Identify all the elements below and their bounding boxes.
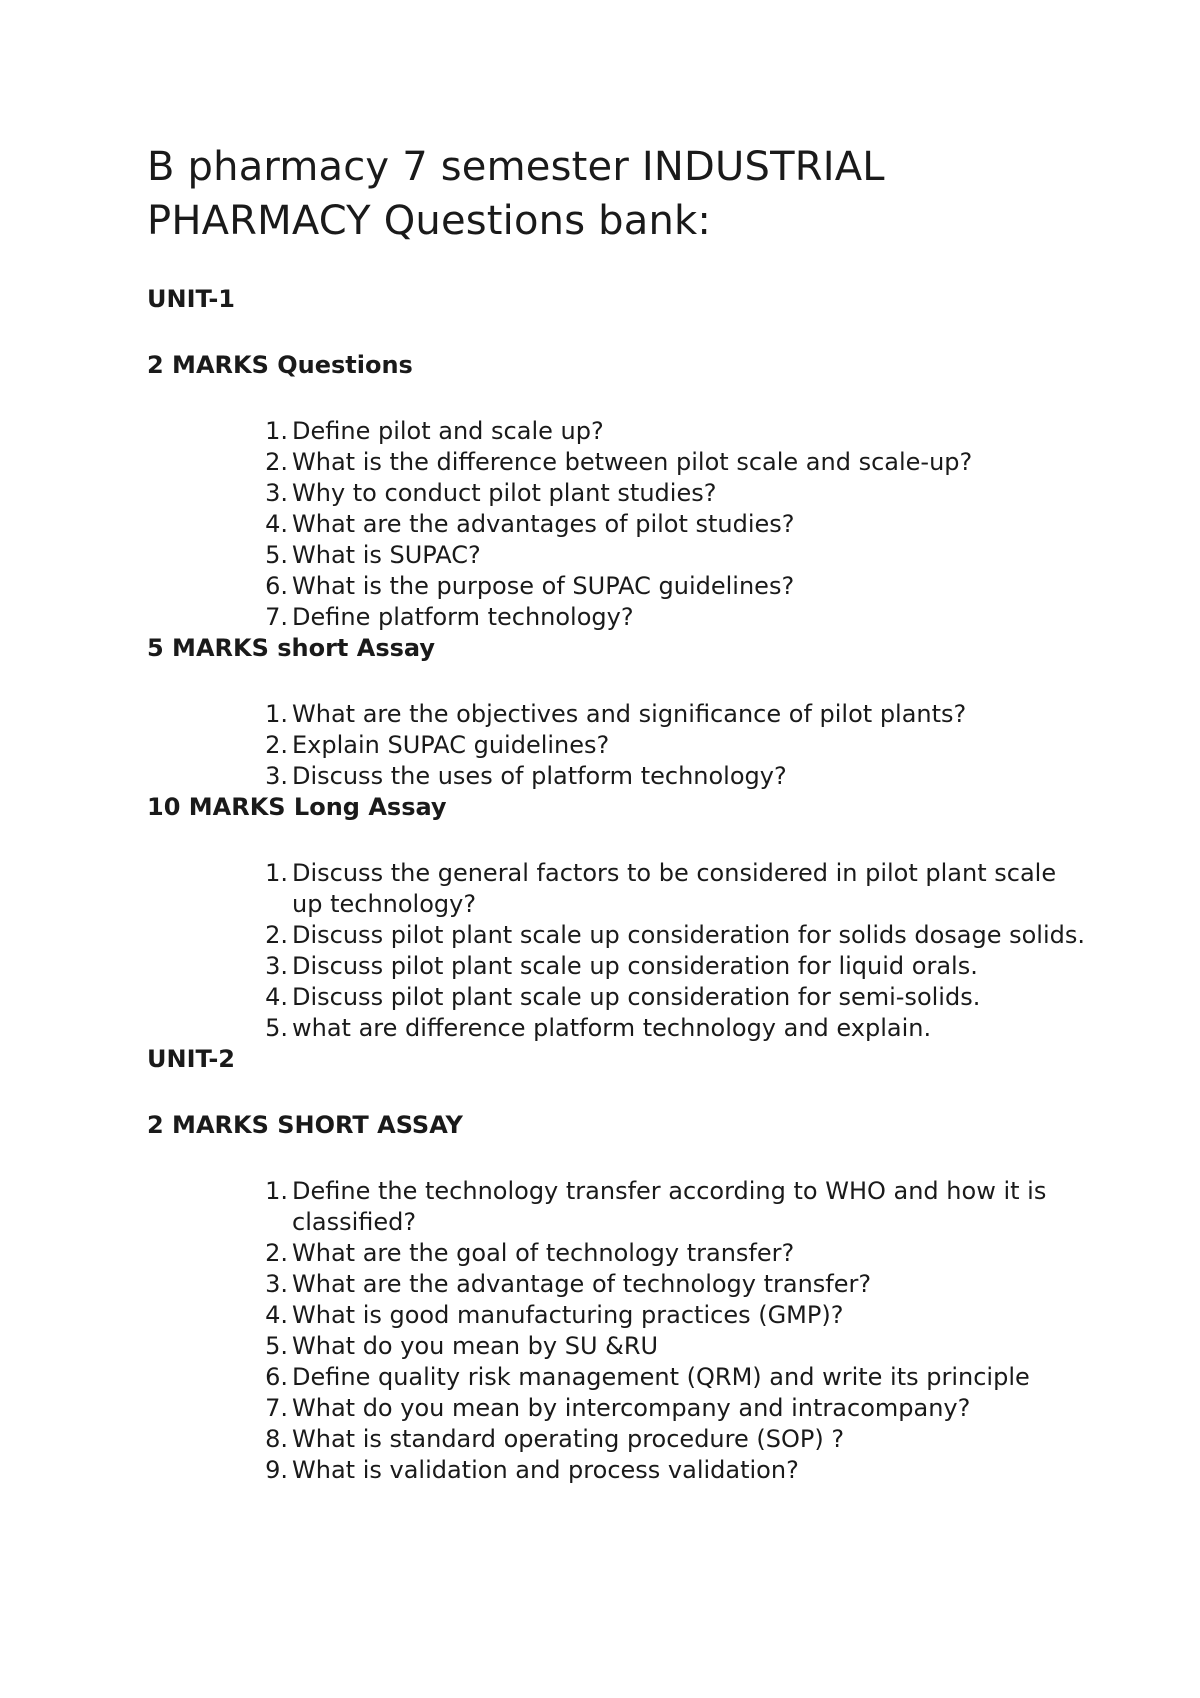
question-list [147, 699, 1087, 792]
question-text: Define quality risk management (QRM) and write its principle [292, 1363, 1030, 1391]
item-number: 2. [265, 731, 288, 759]
item-number: 3. [265, 1270, 288, 1298]
item-number: 7. [265, 1394, 288, 1422]
item-number: 2. [265, 448, 288, 476]
question-text: what are difference platform technology and explain. [292, 1014, 932, 1042]
question-text: What is SUPAC? [292, 541, 481, 569]
question-text: Discuss the general factors to be considered in pilot plant scale up technology? [292, 859, 1057, 918]
section-heading: 2 MARKS Questions [147, 351, 413, 379]
question-text: What is standard operating procedure (SOP) ? [292, 1425, 845, 1453]
list-item [265, 1176, 1087, 1238]
question-list [147, 1176, 1087, 1486]
item-number: 6. [265, 572, 288, 600]
section-heading: 2 MARKS SHORT ASSAY [147, 1111, 463, 1139]
question-text: What is good manufacturing practices (GMP)? [292, 1301, 844, 1329]
list-item [265, 602, 1087, 633]
list-item [265, 447, 1087, 478]
item-number: 4. [265, 983, 288, 1011]
item-number: 6. [265, 1363, 288, 1391]
list-item [265, 858, 1087, 920]
question-text: Explain SUPAC guidelines? [292, 731, 610, 759]
list-item [265, 478, 1087, 509]
list-item [265, 1013, 1087, 1044]
list-item [265, 1362, 1087, 1393]
item-number: 1. [265, 1177, 288, 1205]
question-text: What are the advantages of pilot studies? [292, 510, 795, 538]
question-text: Discuss pilot plant scale up consideration for solids dosage solids. [292, 921, 1085, 949]
question-text: What are the objectives and significance of pilot plants? [292, 700, 967, 728]
item-number: 9. [265, 1456, 288, 1484]
list-item [265, 730, 1087, 761]
question-text: What do you mean by intercompany and intracompany? [292, 1394, 971, 1422]
question-text: What is validation and process validation? [292, 1456, 799, 1484]
item-number: 3. [265, 762, 288, 790]
list-item [265, 1300, 1087, 1331]
item-number: 4. [265, 510, 288, 538]
list-item [265, 1331, 1087, 1362]
list-item [265, 1424, 1087, 1455]
list-item [265, 1455, 1087, 1486]
question-text: What are the advantage of technology transfer? [292, 1270, 872, 1298]
question-text: Discuss the uses of platform technology? [292, 762, 787, 790]
section-heading: 10 MARKS Long Assay [147, 793, 447, 821]
question-text: Discuss pilot plant scale up consideration for semi-solids. [292, 983, 981, 1011]
document-title: B pharmacy 7 semester INDUSTRIAL PHARMACY Questions bank: [147, 144, 885, 244]
item-number: 5. [265, 1332, 288, 1360]
question-text: Discuss pilot plant scale up consideration for liquid orals. [292, 952, 978, 980]
question-text: What is the difference between pilot scale and scale-up? [292, 448, 973, 476]
unit-heading: UNIT-1 [147, 285, 236, 313]
item-number: 5. [265, 1014, 288, 1042]
list-item [265, 540, 1087, 571]
question-text: What are the goal of technology transfer? [292, 1239, 795, 1267]
list-item [265, 1269, 1087, 1300]
list-item [265, 571, 1087, 602]
item-number: 5. [265, 541, 288, 569]
item-number: 2. [265, 1239, 288, 1267]
item-number: 1. [265, 700, 288, 728]
question-list [147, 416, 1087, 633]
question-list [147, 858, 1087, 1044]
question-text: What do you mean by SU &RU [292, 1332, 659, 1360]
list-item [265, 761, 1087, 792]
item-number: 4. [265, 1301, 288, 1329]
item-number: 7. [265, 603, 288, 631]
item-number: 3. [265, 479, 288, 507]
item-number: 8. [265, 1425, 288, 1453]
question-text: Why to conduct pilot plant studies? [292, 479, 717, 507]
section-heading: 5 MARKS short Assay [147, 634, 435, 662]
question-text: Define the technology transfer according to WHO and how it is classified? [292, 1177, 1047, 1236]
list-item [265, 509, 1087, 540]
item-number: 3. [265, 952, 288, 980]
list-item [265, 1393, 1087, 1424]
list-item [265, 982, 1087, 1013]
item-number: 2. [265, 921, 288, 949]
question-text: Define platform technology? [292, 603, 634, 631]
list-item [265, 699, 1087, 730]
list-item [265, 920, 1087, 951]
item-number: 1. [265, 859, 288, 887]
item-number: 1. [265, 417, 288, 445]
list-item [265, 1238, 1087, 1269]
list-item [265, 951, 1087, 982]
question-text: Define pilot and scale up? [292, 417, 604, 445]
document-page [147, 140, 1087, 1486]
question-text: What is the purpose of SUPAC guidelines? [292, 572, 795, 600]
unit-heading: UNIT-2 [147, 1045, 236, 1073]
list-item [265, 416, 1087, 447]
